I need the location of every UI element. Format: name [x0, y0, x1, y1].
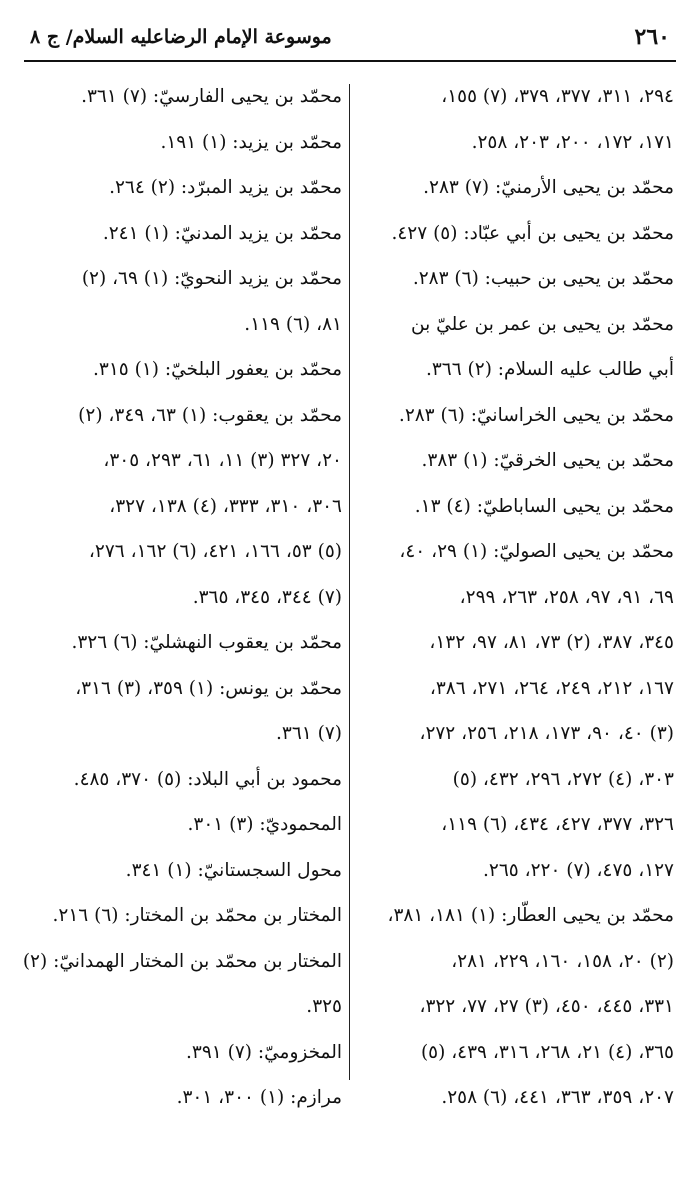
index-line: محمّد بن يزيد النحويّ: (١) ٦٩، (٢) — [81, 268, 342, 289]
index-line: ٣٢٥. — [306, 996, 342, 1017]
index-line: المخزوميّ: (٧) ٣٩١. — [186, 1041, 342, 1063]
index-line: محمّد بن يحيى بن أبي عبّاد: (٥) ٤٢٧. — [391, 222, 674, 244]
index-line: (٣) ٤٠، ٩٠، ١٧٣، ٢١٨، ٢٥٦، ٢٧٢، — [419, 723, 674, 744]
index-line: محمّد بن يعقوب النهشليّ: (٦) ٣٢٦. — [71, 632, 342, 653]
index-line: مرازم: (١) ٣٠٠، ٣٠١. — [176, 1087, 342, 1108]
index-line: محمّد بن يحيى بن حبيب: (٦) ٢٨٣. — [412, 268, 674, 289]
index-line: محمّد بن يحيى الساباطيّ: (٤) ١٣. — [414, 495, 674, 517]
index-line: محمّد بن يزيد المبرّد: (٢) ٢٦٤. — [109, 177, 342, 198]
index-line: ١٢٧، ٤٧٥، (٧) ٢٢٠، ٢٦٥. — [483, 859, 674, 881]
index-line: أبي طالب عليه السلام: (٢) ٣٦٦. — [425, 359, 674, 380]
index-line: محمّد بن يحيى الخرقيّ: (١) ٣٨٣. — [421, 450, 674, 471]
index-line: محمّد بن يونس: (١) ٣٥٩، (٣) ٣١٦، — [75, 677, 342, 699]
index-line: ٨١، (٦) ١١٩. — [244, 313, 342, 335]
index-line: محمّد بن يعقوب: (١) ٦٣، ٣٤٩، (٢) — [78, 404, 342, 426]
index-line: ١٧١، ١٧٢، ٢٠٠، ٢٠٣، ٢٥٨. — [471, 131, 674, 153]
index-line: محمّد بن يزيد المدنيّ: (١) ٢٤١. — [102, 222, 342, 244]
index-line: ٢٩٤، ٣١١، ٣٧٧، ٣٧٩، (٧) ١٥٥، — [441, 86, 674, 107]
index-line: ٢٠، ٣٢٧ (٣) ١١، ٦١، ٢٩٣، ٣٠٥، — [103, 450, 342, 471]
index-line: (٧) ٣٤٤، ٣٤٥، ٣٦٥. — [192, 586, 342, 608]
index-line: (٥) ٥٣، ١٦٦، ٤٢١، (٦) ١٦٢، ٢٧٦، — [88, 541, 342, 562]
index-line: المختار بن محمّد بن المختار الهمدانيّ: (٢) — [22, 950, 342, 972]
index-line: ٣٣١، ٤٤٥، ٤٥٠، (٣) ٢٧، ٧٧، ٣٢٢، — [419, 996, 674, 1017]
index-line: (٧) ٣٦١. — [276, 723, 342, 744]
index-line: ٣٠٣، (٤) ٢٧٢، ٢٩٦، ٤٣٢، (٥) — [452, 768, 674, 790]
index-column-right — [354, 74, 674, 1121]
index-line: محمّد بن يعفور البلخيّ: (١) ٣١٥. — [93, 359, 342, 380]
index-line: المحموديّ: (٣) ٣٠١. — [187, 814, 342, 835]
index-line: ٦٩، ٩١، ٩٧، ٢٥٨، ٢٦٣، ٢٩٩، — [459, 586, 674, 608]
index-line: محمّد بن يحيى الخراسانيّ: (٦) ٢٨٣. — [398, 404, 674, 426]
index-line: محول السجستانيّ: (١) ٣٤١. — [125, 859, 342, 881]
index-line: محمّد بن يحيى الفارسيّ: (٧) ٣٦١. — [81, 86, 342, 107]
column-divider — [349, 84, 350, 1080]
index-line: محمّد بن يحيى الأرمنيّ: (٧) ٢٨٣. — [423, 177, 674, 198]
index-line: محمّد بن يحيى الصوليّ: (١) ٢٩، ٤٠، — [399, 541, 674, 562]
index-line: ٣٠٦، ٣١٠، ٣٣٣، (٤) ١٣٨، ٣٢٧، — [109, 495, 342, 517]
running-title: موسوعة الإمام الرضاعليه السلام/ ج ٨ — [30, 26, 332, 48]
index-line: ٣٢٦، ٣٧٧، ٤٢٧، ٤٣٤، (٦) ١١٩، — [441, 814, 674, 835]
index-line: محمّد بن يحيى العطّار: (١) ١٨١، ٣٨١، — [387, 905, 674, 926]
page-number: ٢٦٠ — [634, 24, 670, 50]
index-line: ١٦٧، ٢١٢، ٢٤٩، ٢٦٤، ٢٧١، ٣٨٦، — [429, 677, 674, 699]
index-line: ٢٠٧، ٣٥٩، ٣٦٣، ٤٤١، (٦) ٢٥٨. — [441, 1087, 674, 1108]
index-line: محمود بن أبي البلاد: (٥) ٣٧٠، ٤٨٥. — [73, 768, 342, 790]
index-line: (٢) ٢٠، ١٥٨، ١٦٠، ٢٢٩، ٢٨١، — [451, 950, 674, 972]
page-header — [24, 20, 676, 62]
index-line: المختار بن محمّد بن المختار: (٦) ٢١٦. — [52, 905, 342, 926]
index-line: محمّد بن يحيى بن عمر بن عليّ بن — [411, 313, 674, 335]
index-line: محمّد بن يزيد: (١) ١٩١. — [160, 131, 342, 153]
index-line: ٣٤٥، ٣٨٧، (٢) ٧٣، ٨١، ٩٧، ١٣٢، — [429, 632, 674, 653]
index-line: ٣٦٥، (٤) ٢١، ٢٦٨، ٣١٦، ٤٣٩، (٥) — [420, 1041, 674, 1063]
index-column-left — [24, 74, 342, 1121]
